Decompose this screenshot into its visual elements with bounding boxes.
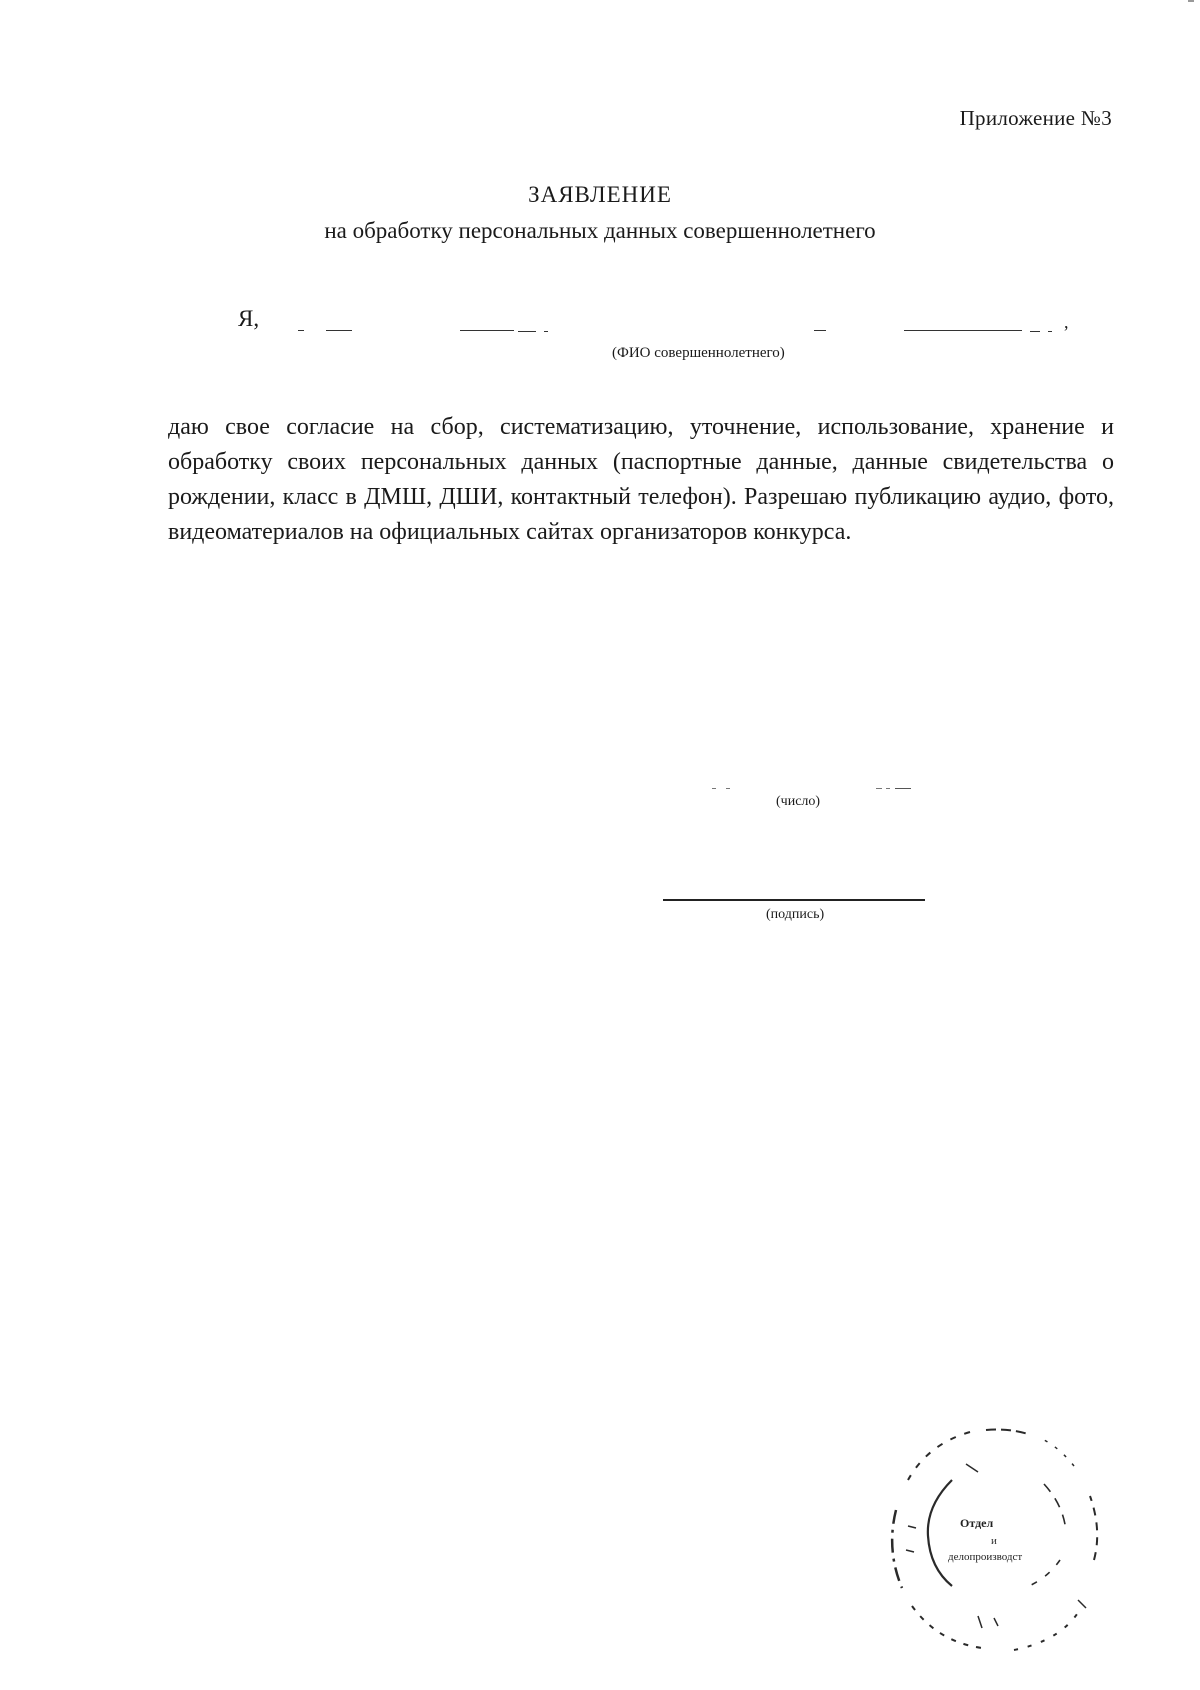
date-fill-line-segment	[712, 788, 716, 789]
consent-text: даю свое согласие на сбор, систематизацию, уточнение, использование, хранение и обработку своих персональных данных (паспортные данные, данные свидетельства о рождении, класс в ДМШ, ДШИ, контактный телефон). Разрешаю публикацию аудио, фото, видеоматериалов на официальных сайтах организаторов конкурса.	[168, 414, 1114, 545]
stamp-line-1: Отдел	[960, 1516, 994, 1530]
name-fill-line-segment	[904, 330, 1022, 331]
signature-caption: (подпись)	[766, 907, 825, 922]
official-stamp	[868, 1410, 1118, 1660]
stamp-line-3: делопроизводст	[948, 1551, 1023, 1563]
name-fill-line-segment	[326, 330, 352, 331]
name-fill-line-segment	[544, 331, 548, 332]
name-fill-line-segment	[298, 330, 304, 331]
document-title: ЗАЯВЛЕНИЕ	[528, 182, 672, 207]
date-fill-line-segment	[726, 788, 730, 789]
applicant-caption: (ФИО совершеннолетнего)	[612, 345, 785, 361]
corner-mark	[1188, 0, 1194, 2]
applicant-prefix: Я,	[238, 306, 260, 331]
date-fill-line-segment	[895, 788, 911, 789]
date-caption: (число)	[776, 794, 821, 809]
name-fill-line-segment	[814, 330, 826, 331]
name-fill-line-segment	[1030, 331, 1040, 332]
appendix-label: Приложение №3	[959, 106, 1112, 130]
signature-line	[663, 899, 925, 901]
date-fill-line-segment	[876, 788, 882, 789]
date-fill-line-segment	[886, 788, 890, 789]
applicant-suffix: ,	[1064, 312, 1069, 332]
name-fill-line-segment	[518, 331, 536, 332]
document-subtitle: на обработку персональных данных совершеннолетнего	[324, 218, 876, 243]
name-fill-line-segment	[1048, 331, 1052, 332]
stamp-line-2: и	[991, 1535, 997, 1547]
name-fill-line-segment	[460, 330, 514, 331]
